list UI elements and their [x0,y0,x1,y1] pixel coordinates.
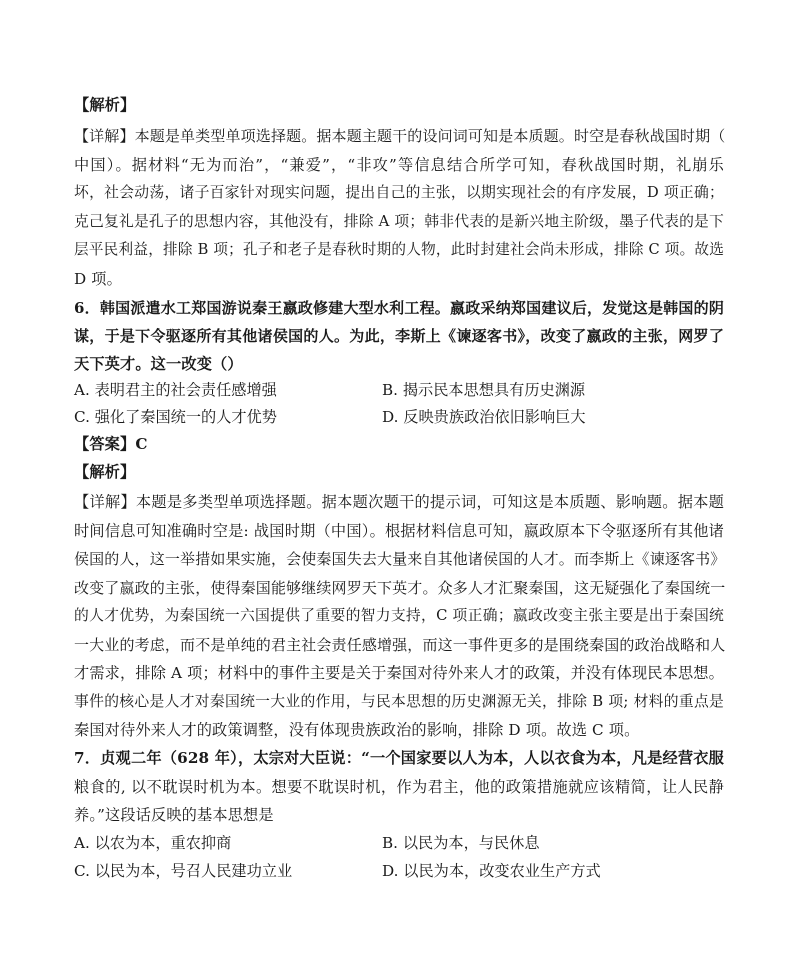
q6-option-a: A. 表明君主的社会责任感增强 [74,381,277,399]
q5-detail-line: D 项。 [74,270,122,288]
q5-detail-line: 坏，社会动荡，诸子百家针对现实问题，提出自己的主张，以期实现社会的有序发展，D 项正确； [74,184,724,201]
q6-detail-line: 一大业的考虑，而不是单纯的君主社会责任感增强，而这一事件更多的是围绕秦国的政治战略和人 [74,636,726,654]
q5-detail-line: 层平民利益，排除 B 项；孔子和老子是春秋时期的人物，此时封建社会尚未形成，排除 C 项。故选 [74,241,724,258]
q7-stem-line: 7．贞观二年（628 年），太宗对大臣说：“一个国家要以人为本，人以衣食为本，凡是经营衣服 [74,749,724,767]
q6-option-b: B. 揭示民本思想具有历史渊源 [382,381,586,399]
q6-analysis-label: 【解析】 [74,463,136,481]
q6-stem-line: 天下英才。这一改变（） [74,355,243,373]
q6-stem-line: 6．韩国派遣水工郑国游说秦王嬴政修建大型水利工程。嬴政采纳郑国建议后，发觉这是韩国的阴 [74,299,724,317]
q5-detail-line: 中国）。据材料“无为而治”，“兼爱”，“非攻”等信息结合所学可知，春秋战国时期，礼崩乐 [74,156,724,174]
q5-analysis-label: 【解析】 [74,96,136,114]
q7-option-a: A. 以农为本，重农抑商 [74,834,232,852]
q6-option-d: D. 反映贵族政治依旧影响巨大 [382,408,586,426]
q7-stem-line: 养。”这段话反映的基本思想是 [74,806,274,824]
q6-detail-line: 时间信息可知准确时空是: 战国时期（中国）。根据材料信息可知，嬴政原本下令驱逐所有其他诸 [74,522,724,540]
q6-detail-line: 【详解】本题是多类型单项选择题。据本题次题干的提示词，可知这是本质题、影响题。据本题 [74,493,724,511]
q6-detail-line: 的人才优势，为秦国统一六国提供了重要的智力支持，C 项正确；嬴政改变主张主要是出于秦国统 [74,607,724,624]
q6-detail-line: 侯国的人，这一举措如果实施，会使秦国失去大量来自其他诸侯国的人才。而李斯上《谏逐客书》 [74,550,726,568]
q7-option-c: C. 以民为本，号召人民建功立业 [74,862,293,880]
q6-answer-label: 【答案】C [74,435,148,453]
q6-option-c: C. 强化了秦国统一的人才优势 [74,408,277,426]
q5-detail-line: 克己复礼是孔子的思想内容，其他没有，排除 A 项；韩非代表的是新兴地主阶级，墨子代表的是下 [74,213,724,230]
q7-option-d: D. 以民为本，改变农业生产方式 [382,862,601,880]
q7-stem-line: 粮食的, 以不耽误时机为本。想要不耽误时机，作为君主，他的政策措施就应该精简，让人民静 [74,778,724,796]
q6-detail-line: 事件的核心是人才对秦国统一大业的作用，与民本思想的历史渊源无关，排除 B 项; 材料的重点是 [74,693,724,710]
q6-detail-line: 秦国对待外来人才的政策调整，没有体现贵族政治的影响，排除 D 项。故选 C 项。 [74,721,640,739]
q7-option-b: B. 以民为本，与民休息 [382,834,540,852]
q6-detail-line: 才需求，排除 A 项；材料中的事件主要是关于秦国对待外来人才的政策，并没有体现民本思想。 [74,664,724,682]
q6-detail-line: 改变了嬴政的主张，使得秦国能够继续网罗天下英才。众多人才汇聚秦国，这无疑强化了秦国统一 [74,579,726,597]
q6-stem-line: 谋，于是下令驱逐所有其他诸侯国的人。为此，李斯上《谏逐客书》，改变了嬴政的主张，网罗了 [74,327,724,345]
q5-detail-line: 【详解】本题是单类型单项选择题。据本题主题干的设问词可知是本质题。时空是春秋战国时期（ [74,127,726,145]
